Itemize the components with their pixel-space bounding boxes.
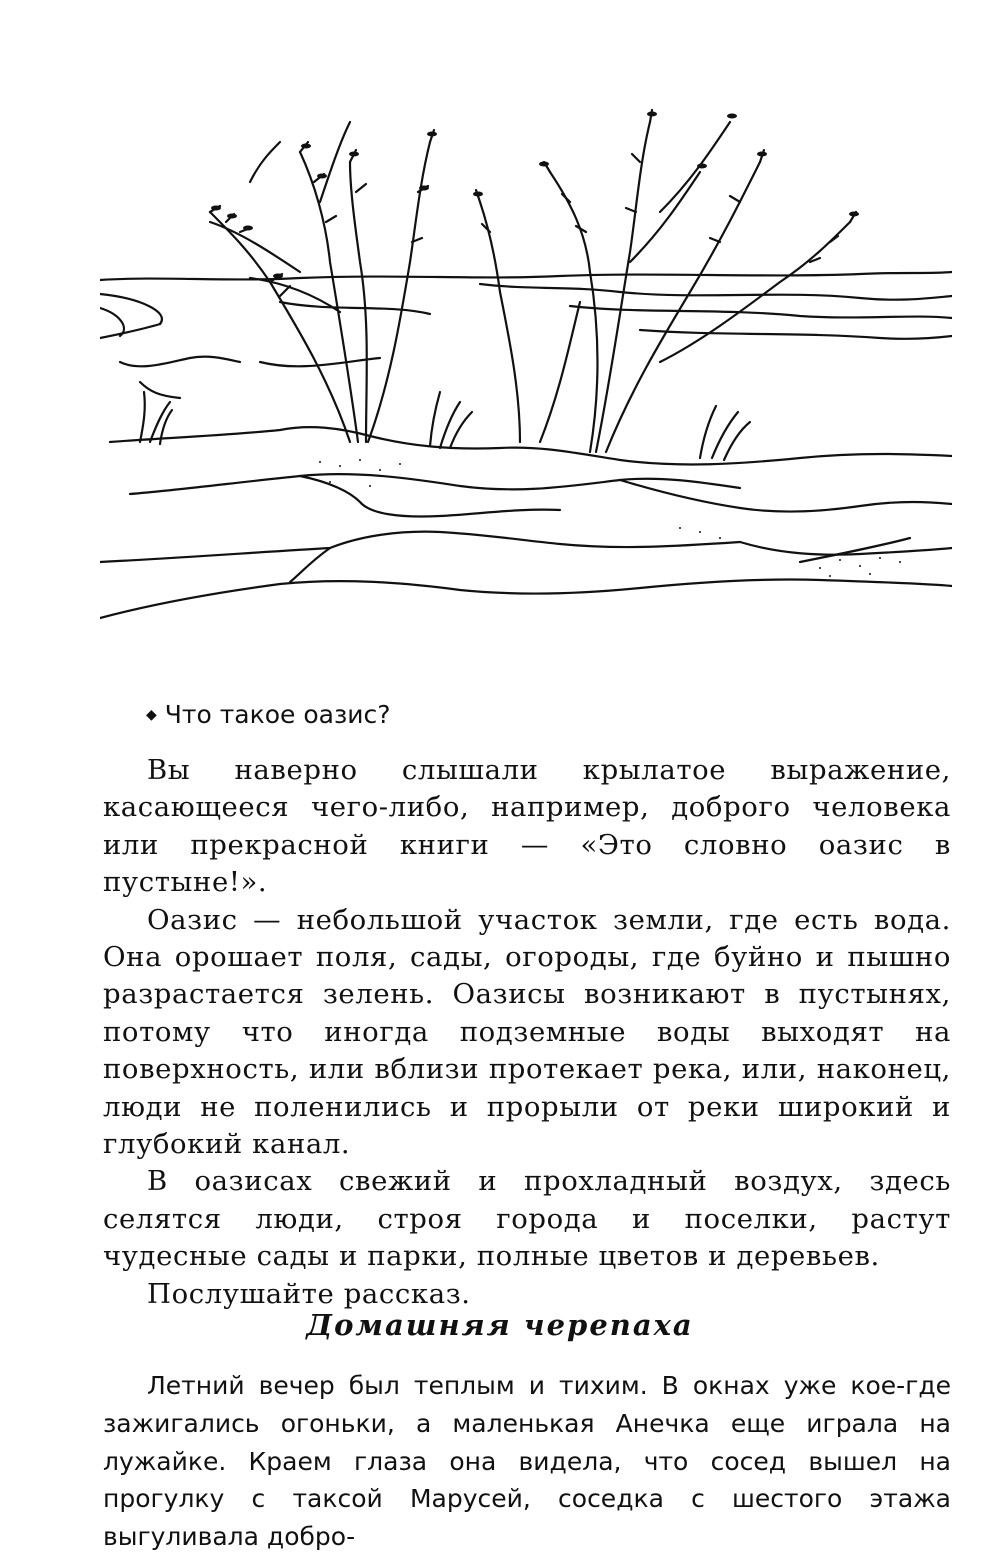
intro-text-block — [103, 752, 951, 1313]
story-text-block — [103, 1367, 951, 1556]
paragraph: Послушайте рассказ. — [147, 1277, 471, 1310]
paragraph: В оазисах свежий и прохладный воздух, здесь селятся люди, строя города и поселки, растут чудесные сады и парки, полные цветов и деревьев. — [103, 1165, 951, 1273]
story-title: Домашняя черепаха — [306, 1308, 694, 1342]
desert-oasis-illustration — [100, 62, 952, 632]
question-text: Что такое оазис? — [164, 700, 391, 729]
paragraph: Оазис — небольшой участок земли, где есть вода. Она орошает поля, сады, огороды, где буйно и пышно разрастается зелень. Оазисы возникают в пустынях, потому что иногда подземные воды выходят на поверхность, или вблизи протекает река, или, наконец, люди не поленились и прорыли от реки широкий и глубокий канал. — [103, 903, 951, 1161]
question-line — [146, 700, 391, 729]
paragraph: Вы наверно слышали крылатое выражение, касающееся чего-либо, например, доброго человека или прекрасной книги — «Это словно оазис в пустыне!». — [103, 754, 951, 899]
story-paragraph: Летний вечер был теплым и тихим. В окнах уже кое-где зажигались огоньки, а маленькая Анечка еще играла на лужайке. Краем глаза она видела, что сосед вышел на прогулку с таксой Марусей, соседка с шестого этажа выгуливала добро- — [103, 1371, 951, 1552]
diamond-bullet-icon: ◆ — [146, 707, 157, 723]
